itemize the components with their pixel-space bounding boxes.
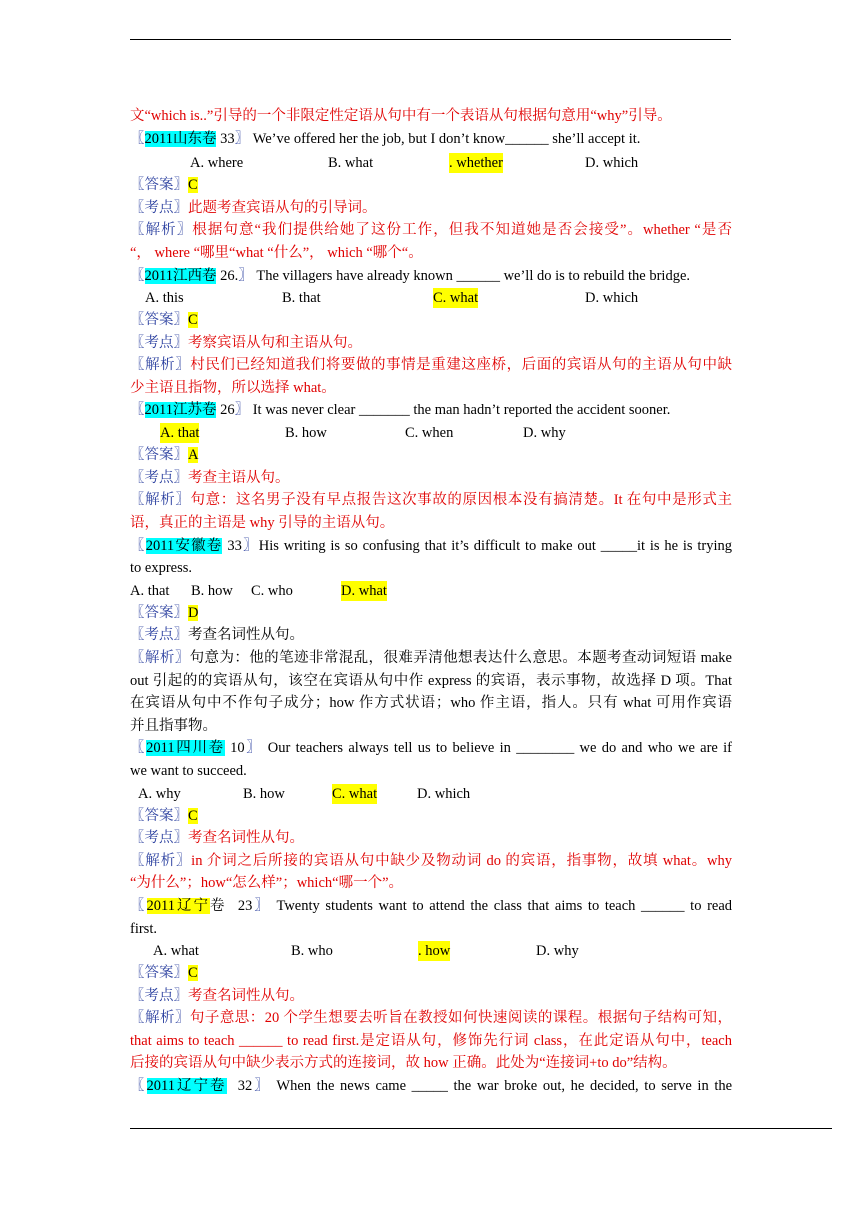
kaodian-line: 〖考点〗考查名词性从句。: [130, 627, 304, 643]
question-stem: 〖2011辽宁卷 32〗 When the news came _____ the war broke out, he decided, to serve in the: [130, 1078, 733, 1094]
source-tag: 2011山东卷: [144, 131, 217, 147]
intro-line: 文“which is..”引导的一个非限定性定语从句中有一个表语从句根据句意用“why”引导。: [130, 108, 672, 124]
source-tag: 2011辽宁卷: [146, 1078, 227, 1094]
source-tag: 2011辽宁: [146, 898, 211, 914]
kaodian-line: 〖考点〗考查主语从句。: [130, 470, 290, 486]
correct-option: . how: [418, 943, 451, 959]
question-stem: 〖2011辽宁卷 23〗 Twenty students want to attend the class that aims to teach ______ to read: [130, 898, 733, 914]
jiexi-line: 〖解析〗句子意思：20 个学生想要去听旨在教授如何快速阅读的课程。根据句子结构可知，: [130, 1010, 733, 1026]
answer-line: 〖答案〗C: [130, 808, 198, 824]
answer-value: C: [188, 177, 198, 193]
kaodian-line: 〖考点〗考查名词性从句。: [130, 988, 304, 1004]
question-stem-cont: we want to succeed.: [130, 763, 247, 779]
question-stem-cont: first.: [130, 921, 157, 937]
answer-value: D: [188, 605, 199, 621]
jiexi-line: “为什么”；how“怎么样”；which“哪一个”。: [130, 875, 404, 891]
jiexi-line: 〖解析〗句意为：他的笔迹非常混乱，很难弄清他想表达什么意思。本题考查动词短语 make: [130, 650, 732, 666]
answer-line: 〖答案〗D: [130, 605, 199, 621]
question-stem: 〖2011山东卷 33〗 We’ve offered her the job, but I don’t know______ she’ll accept it.: [130, 131, 641, 147]
answer-line: 〖答案〗C: [130, 177, 198, 193]
kaodian-line: 〖考点〗此题考查宾语从句的引导词。: [130, 200, 377, 216]
jiexi-line: 〖解析〗村民们已经知道我们将要做的事情是重建这座桥，后面的宾语从句的主语从句中缺: [130, 357, 733, 373]
correct-option: C. what: [332, 786, 378, 802]
answer-value: C: [188, 808, 198, 824]
correct-option: D. what: [341, 583, 387, 599]
jiexi-line: 后接的宾语从句中缺少表示方式的连接词，故 how 正确。此处为“连接词+to do”结构。: [130, 1055, 677, 1071]
answer-value: C: [188, 965, 198, 981]
source-tag: 2011四川卷: [146, 740, 225, 756]
jiexi-line: “， where “哪里“what “什么”， which “哪个“。: [130, 245, 423, 261]
question-stem: 〖2011江苏卷 26〗 It was never clear _______ the man hadn’t reported the accident sooner.: [130, 402, 671, 418]
answer-line: 〖答案〗A: [130, 447, 199, 463]
source-tag: 2011江西卷: [144, 268, 217, 284]
jiexi-line: 〖解析〗根据句意“我们提供给她了这份工作，但我不知道她是否会接受”。whether “是否: [130, 222, 732, 238]
jiexi-line: 〖解析〗in 介词之后所接的宾语从句中缺少及物动词 do 的宾语，指事物，故填 what。why: [130, 853, 733, 869]
footer-rule: [130, 1128, 832, 1129]
question-stem: 〖2011四川卷 10〗 Our teachers always tell us to believe in ________ we do and who we are if: [130, 740, 733, 756]
kaodian-line: 〖考点〗考查名词性从句。: [130, 830, 304, 846]
correct-option: C. what: [433, 290, 479, 306]
header-rule: [130, 39, 731, 40]
jiexi-line: out 引起的的宾语从句，该空在宾语从句中作 express 的宾语，表示事物，故选择 D 项。That: [130, 673, 732, 689]
jiexi-line: 在宾语从句中不作句子成分；how 作方式状语；who 作主语，指人。只有 what 可用作宾语: [130, 695, 732, 711]
question-stem-cont: to express.: [130, 560, 193, 576]
jiexi-line: 〖解析〗句意：这名男子没有早点报告这次事故的原因根本没有搞清楚。It 在句中是形式主: [130, 492, 733, 508]
correct-option: A. that: [160, 425, 200, 441]
source-tag: 2011安徽卷: [145, 538, 223, 554]
answer-value: C: [188, 312, 198, 328]
answer-line: 〖答案〗C: [130, 312, 198, 328]
source-tag: 2011江苏卷: [144, 402, 217, 418]
jiexi-line: that aims to teach ______ to read first.是定语从句，修饰先行词 class，在此定语从句中，teach: [130, 1033, 732, 1049]
jiexi-line: 少主语且指物，所以选择 what。: [130, 380, 336, 396]
correct-option: . whether: [449, 155, 503, 171]
question-stem: 〖2011江西卷 26.〗 The villagers have already known ______ we’ll do is to rebuild the bridge.: [130, 268, 691, 284]
answer-line: 〖答案〗C: [130, 965, 198, 981]
kaodian-line: 〖考点〗考察宾语从句和主语从句。: [130, 335, 362, 351]
question-stem: 〖2011安徽卷 33〗His writing is so confusing that it’s difficult to make out _____it is he is trying: [130, 538, 733, 554]
jiexi-line: 并且指事物。: [130, 718, 217, 734]
answer-value: A: [188, 447, 199, 463]
jiexi-line: 语，真正的主语是 why 引导的主语从句。: [130, 515, 395, 531]
